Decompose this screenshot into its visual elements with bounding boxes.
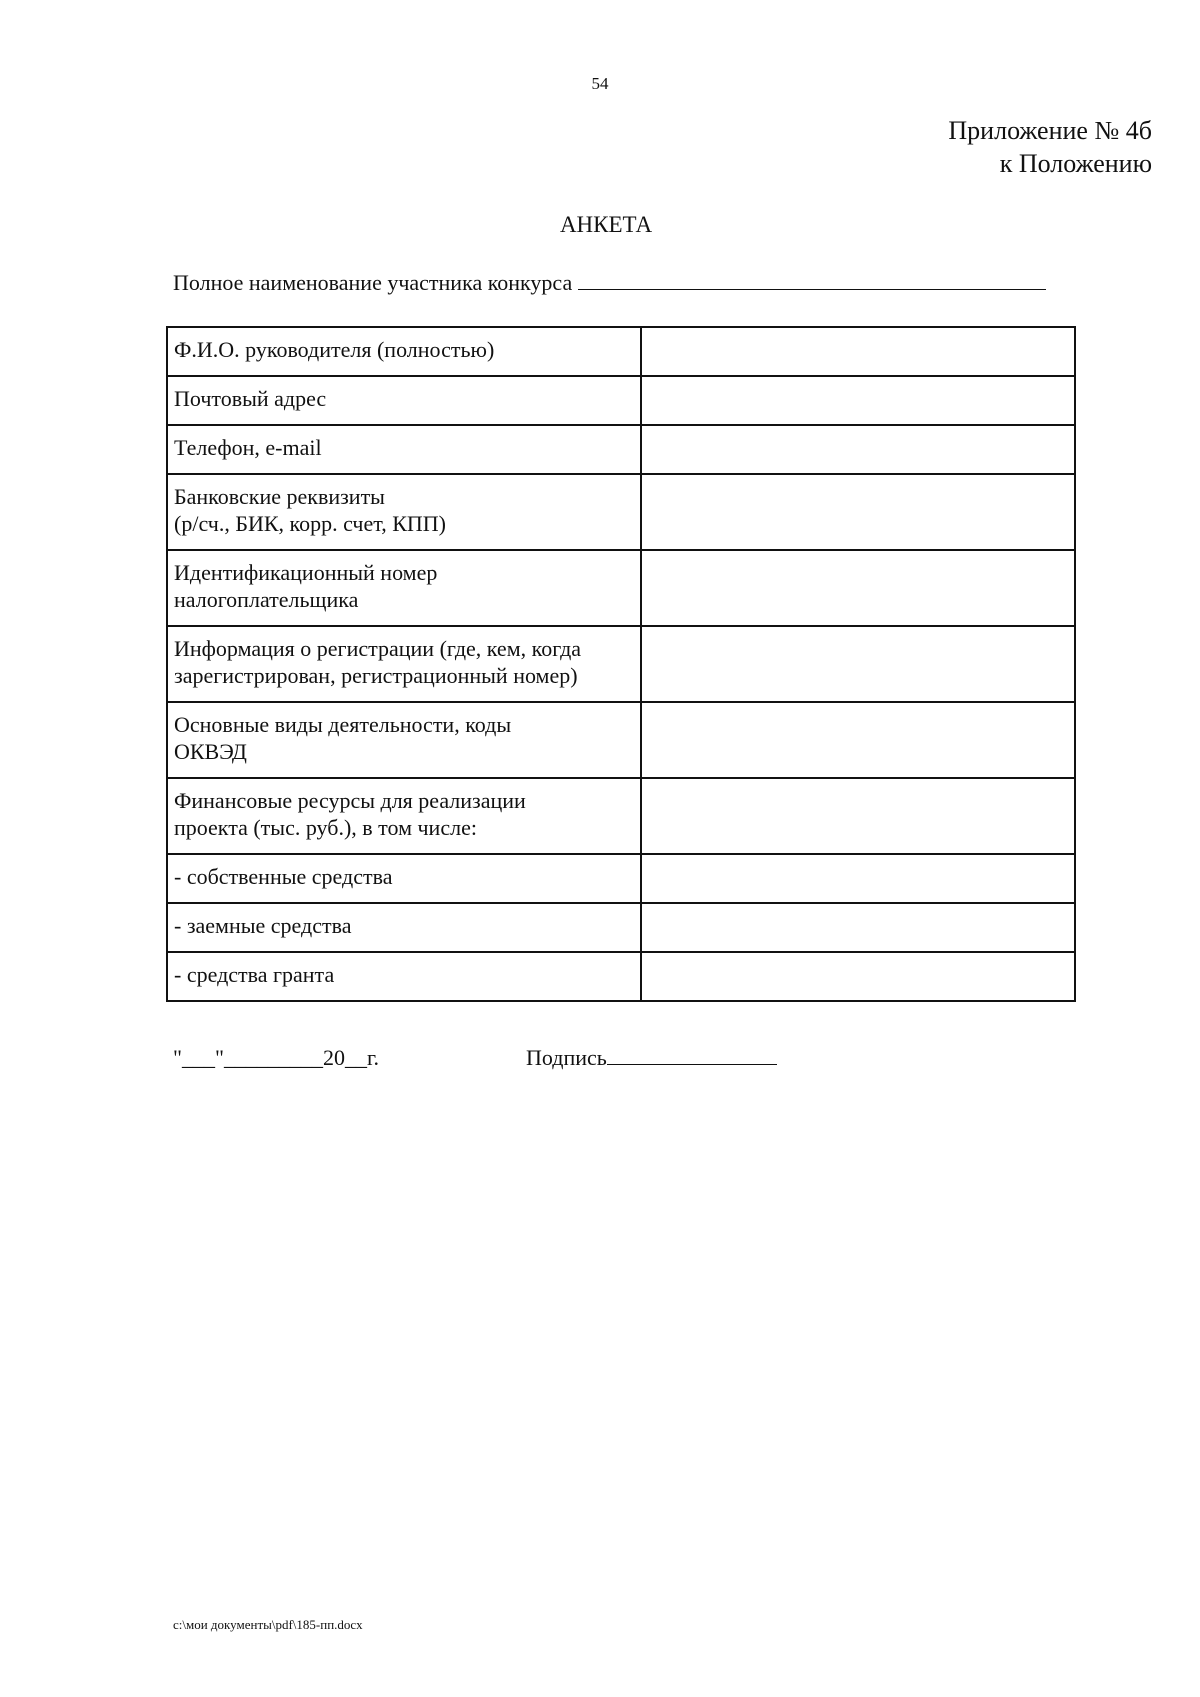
participant-name-blank[interactable]: [578, 271, 1046, 290]
table-row: [167, 702, 1075, 778]
row-value-cell[interactable]: [641, 474, 1075, 550]
signature-label: Подпись: [526, 1045, 607, 1070]
row-label-line: налогоплательщика: [174, 587, 359, 612]
row-label-line: - собственные средства: [174, 864, 393, 889]
date-field[interactable]: "___"_________20__г.: [173, 1045, 380, 1070]
row-label: [167, 626, 641, 702]
signature-blank[interactable]: [607, 1046, 777, 1065]
appendix-subtitle: к Положению: [999, 149, 1152, 178]
row-label: [167, 952, 641, 1001]
row-value-cell[interactable]: [641, 376, 1075, 425]
row-label: [167, 327, 641, 376]
row-label: [167, 550, 641, 626]
row-label: [167, 778, 641, 854]
row-label-line: зарегистрирован, регистрационный номер): [174, 663, 578, 688]
table-row: [167, 550, 1075, 626]
row-label-line: Основные виды деятельности, коды: [174, 712, 512, 737]
table-row: [167, 778, 1075, 854]
row-label-line: Почтовый адрес: [174, 386, 327, 411]
table-row: [167, 474, 1075, 550]
row-label: [167, 702, 641, 778]
appendix-number: Приложение № 4б: [948, 116, 1152, 145]
table-row: [167, 425, 1075, 474]
table-row: [167, 376, 1075, 425]
questionnaire-table: [166, 326, 1076, 1002]
row-value-cell[interactable]: [641, 327, 1075, 376]
row-value-cell[interactable]: [641, 903, 1075, 952]
row-label: [167, 474, 641, 550]
row-label-line: Банковские реквизиты: [174, 484, 385, 509]
row-label-line: Идентификационный номер: [174, 560, 438, 585]
row-value-cell[interactable]: [641, 425, 1075, 474]
row-value-cell[interactable]: [641, 702, 1075, 778]
row-label: [167, 425, 641, 474]
file-path: c:\мои документы\pdf\185-пп.docx: [173, 1617, 363, 1632]
row-label-line: - средства гранта: [174, 962, 335, 987]
page-number: 54: [591, 74, 609, 93]
row-value-cell[interactable]: [641, 778, 1075, 854]
row-label-line: Информация о регистрации (где, кем, когда: [174, 636, 582, 661]
participant-name-label: Полное наименование участника конкурса: [173, 270, 573, 295]
row-value-cell[interactable]: [641, 854, 1075, 903]
row-label: [167, 854, 641, 903]
row-label-line: Финансовые ресурсы для реализации: [174, 788, 526, 813]
table-row: [167, 327, 1075, 376]
row-label: [167, 376, 641, 425]
table-row: [167, 903, 1075, 952]
row-label-line: Ф.И.О. руководителя (полностью): [174, 337, 495, 362]
participant-name-field[interactable]: [173, 270, 1046, 296]
row-label-line: ОКВЭД: [174, 739, 247, 764]
row-value-cell[interactable]: [641, 952, 1075, 1001]
signature-field[interactable]: [526, 1045, 777, 1071]
table-row: [167, 854, 1075, 903]
row-label-line: (р/сч., БИК, корр. счет, КПП): [174, 511, 446, 536]
row-value-cell[interactable]: [641, 626, 1075, 702]
table-row: [167, 952, 1075, 1001]
table-row: [167, 626, 1075, 702]
row-label-line: Телефон, e-mail: [174, 435, 322, 460]
row-label: [167, 903, 641, 952]
appendix-reference: [948, 114, 1152, 180]
row-value-cell[interactable]: [641, 550, 1075, 626]
row-label-line: проекта (тыс. руб.), в том числе:: [174, 815, 477, 840]
document-title: АНКЕТА: [559, 212, 653, 237]
row-label-line: - заемные средства: [174, 913, 352, 938]
